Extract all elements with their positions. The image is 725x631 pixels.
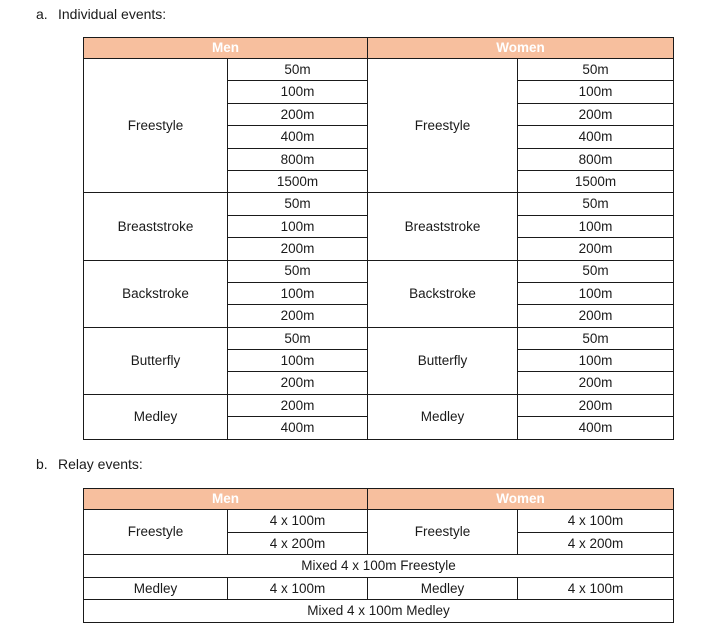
distance-cell-men: 200m [228,103,368,125]
distance-cell-men: 4 x 200m [228,532,368,555]
distance-cell-women: 100m [518,81,674,103]
distance-cell-men: 1500m [228,170,368,192]
distance-cell-women: 400m [518,417,674,439]
stroke-cell-women: Freestyle [368,510,518,555]
mixed-freestyle-cell: Mixed 4 x 100m Freestyle [84,555,674,578]
individual-events-body [84,38,674,440]
list-marker: a. [36,6,48,22]
section-title: Individual events: [58,6,167,22]
stroke-cell-women: Medley [368,394,518,439]
relay-events-table [83,488,674,623]
stroke-cell-women: Breaststroke [368,193,518,260]
table-row [84,260,674,282]
relay-events-body [84,489,674,623]
table-row [84,577,674,600]
distance-cell-men: 4 x 100m [228,510,368,533]
table-row [84,600,674,623]
header-row [84,38,674,59]
individual-events-table [83,37,674,440]
table-row [84,394,674,416]
stroke-cell-women: Backstroke [368,260,518,327]
stroke-cell-men: Backstroke [84,260,228,327]
distance-cell-men: 50m [228,193,368,215]
distance-cell-men: 400m [228,417,368,439]
men-header: Men [84,489,368,510]
distance-cell-men: 200m [228,394,368,416]
distance-cell-men: 100m [228,81,368,103]
stroke-cell-women: Freestyle [368,59,518,193]
distance-cell-women: 4 x 200m [518,532,674,555]
section-title: Relay events: [58,456,143,472]
table-row [84,327,674,349]
women-header: Women [368,489,674,510]
section-heading-individual [36,6,166,22]
distance-cell-women: 200m [518,394,674,416]
distance-cell-women: 100m [518,215,674,237]
distance-cell-women: 800m [518,148,674,170]
distance-cell-women: 50m [518,193,674,215]
stroke-cell-men: Freestyle [84,59,228,193]
table-row [84,510,674,533]
stroke-cell-women: Butterfly [368,327,518,394]
distance-cell-women: 200m [518,372,674,394]
table-row [84,193,674,215]
distance-cell-women: 100m [518,282,674,304]
stroke-cell-men: Medley [84,394,228,439]
distance-cell-women: 400m [518,126,674,148]
distance-cell-men: 200m [228,305,368,327]
distance-cell-women: 50m [518,260,674,282]
stroke-cell-women: Medley [368,577,518,600]
distance-cell-men: 50m [228,59,368,81]
stroke-cell-men: Medley [84,577,228,600]
section-heading-relay [36,456,143,472]
distance-cell-women: 4 x 100m [518,510,674,533]
distance-cell-women: 50m [518,327,674,349]
distance-cell-men: 4 x 100m [228,577,368,600]
distance-cell-women: 4 x 100m [518,577,674,600]
stroke-cell-men: Breaststroke [84,193,228,260]
distance-cell-men: 100m [228,215,368,237]
table-row [84,59,674,81]
distance-cell-women: 1500m [518,170,674,192]
distance-cell-women: 200m [518,103,674,125]
distance-cell-men: 50m [228,327,368,349]
distance-cell-men: 100m [228,350,368,372]
men-header: Men [84,38,368,59]
list-marker: b. [36,456,48,472]
distance-cell-men: 400m [228,126,368,148]
distance-cell-men: 200m [228,372,368,394]
distance-cell-women: 200m [518,238,674,260]
women-header: Women [368,38,674,59]
distance-cell-women: 100m [518,350,674,372]
distance-cell-men: 200m [228,238,368,260]
stroke-cell-men: Freestyle [84,510,228,555]
distance-cell-men: 50m [228,260,368,282]
distance-cell-women: 50m [518,59,674,81]
stroke-cell-men: Butterfly [84,327,228,394]
distance-cell-men: 800m [228,148,368,170]
distance-cell-men: 100m [228,282,368,304]
table-row [84,555,674,578]
distance-cell-women: 200m [518,305,674,327]
header-row [84,489,674,510]
mixed-medley-cell: Mixed 4 x 100m Medley [84,600,674,623]
